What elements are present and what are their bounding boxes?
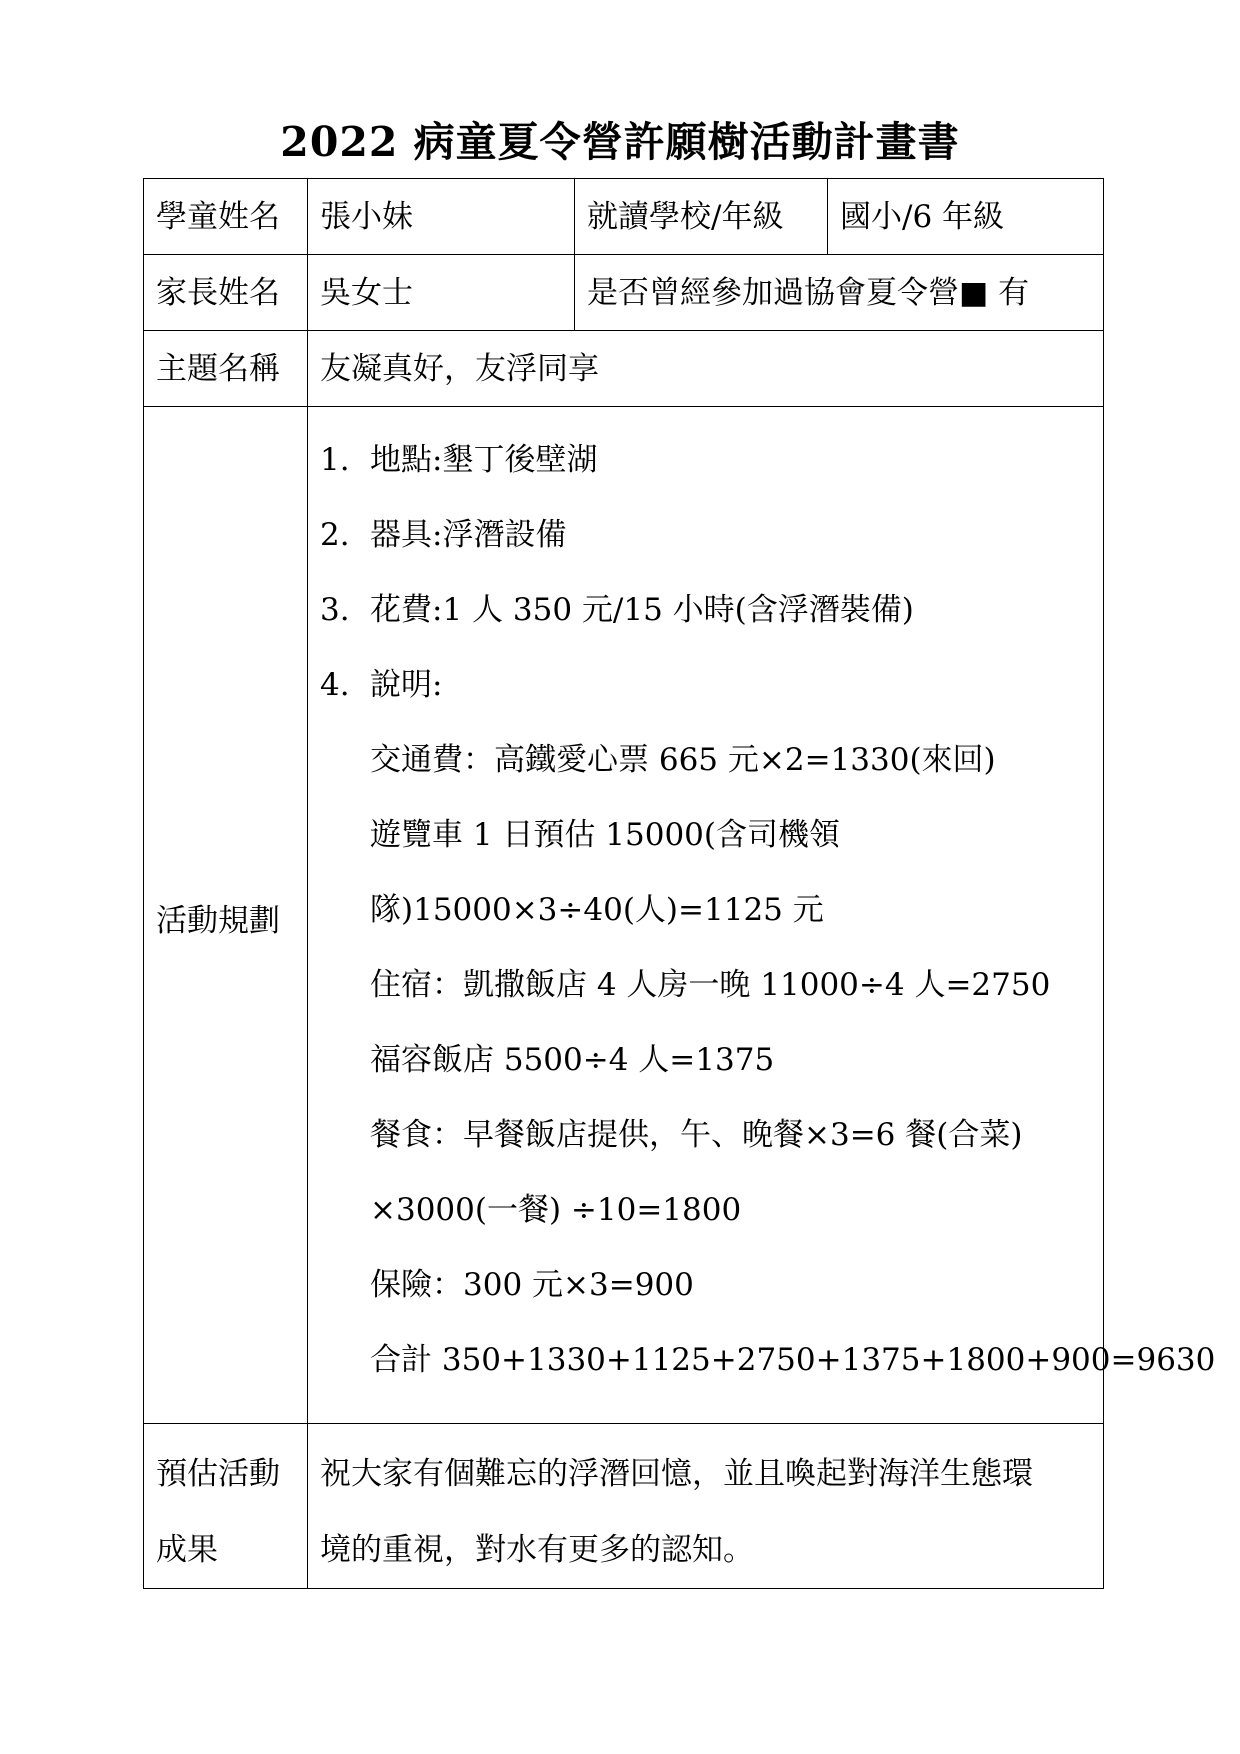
parent-row [144,255,1104,331]
expected-result-label-line: 預估活動 [156,1456,280,1492]
school-grade-label: 就讀學校/年級 [575,179,828,255]
cost-detail-line: 住宿：凱撒飯店 4 人房一晚 11000÷4 人=2750 [370,966,1051,1003]
plan-item-number: 1. [320,441,350,478]
cost-detail-line: 餐食：早餐飯店提供，午、晚餐×3=6 餐(合菜) [370,1116,1023,1153]
cost-detail-line: 保險：300 元×3=900 [370,1266,694,1303]
expected-result-text-line: 境的重視，對水有更多的認知。 [320,1532,754,1568]
student-name-label: 學童姓名 [144,179,308,255]
student-name-value: 張小妹 [308,179,575,255]
plan-item [320,659,1091,734]
plan-item-number: 3. [320,591,350,628]
theme-value: 友凝真好，友浮同享 [308,331,1104,407]
plan-item-text: 地點:墾丁後壁湖 [370,441,598,478]
theme-label: 主題名稱 [144,331,308,407]
expected-result-text [308,1424,1104,1589]
cost-detail-line: 交通費：高鐵愛心票 665 元×2=1330(來回) [370,741,996,778]
plan-item-number: 2. [320,516,350,553]
plan-content [308,407,1216,1424]
document-title: 2022 病童夏令營許願樹活動計畫書 [280,118,960,166]
plan-item-number: 4. [320,666,350,703]
result-row [144,1424,1104,1589]
plan-item-list [320,434,1091,734]
plan-label [144,407,308,1424]
expected-result-text-line: 祝大家有個難忘的浮潛回憶，並且喚起對海洋生態環 [320,1456,1033,1492]
plan-item-text: 器具:浮潛設備 [370,516,567,553]
expected-result-label [144,1424,308,1589]
plan-item [320,584,1091,659]
parent-name-label: 家長姓名 [144,255,308,331]
cost-detail-line: 遊覽車 1 日預估 15000(含司機領 [370,816,840,853]
plan-item-text: 說明: [370,666,443,703]
cost-total-line: 合計 350+1330+1125+2750+1375+1800+900=9630 [370,1341,1216,1378]
cost-detail-line: 福容飯店 5500÷4 人=1375 [370,1041,775,1078]
theme-row [144,331,1104,407]
student-row [144,179,1104,255]
cost-detail-line: 隊)15000×3÷40(人)=1125 元 [370,891,824,928]
school-grade-value: 國小/6 年級 [828,179,1104,255]
plan-row [144,407,1104,1424]
parent-name-value: 吳女士 [308,255,575,331]
plan-item [320,509,1091,584]
plan-item-text: 花費:1 人 350 元/15 小時(含浮潛裝備) [370,591,914,628]
plan-label-text: 活動規劃 [156,903,280,939]
plan-item [320,434,1091,509]
plan-form-table [143,178,1216,1589]
expected-result-label-line: 成果 [156,1532,218,1568]
cost-detail-line: ×3000(一餐) ÷10=1800 [370,1191,742,1228]
previous-attendance-field: 是否曾經參加過協會夏令營■ 有 [575,255,1104,331]
